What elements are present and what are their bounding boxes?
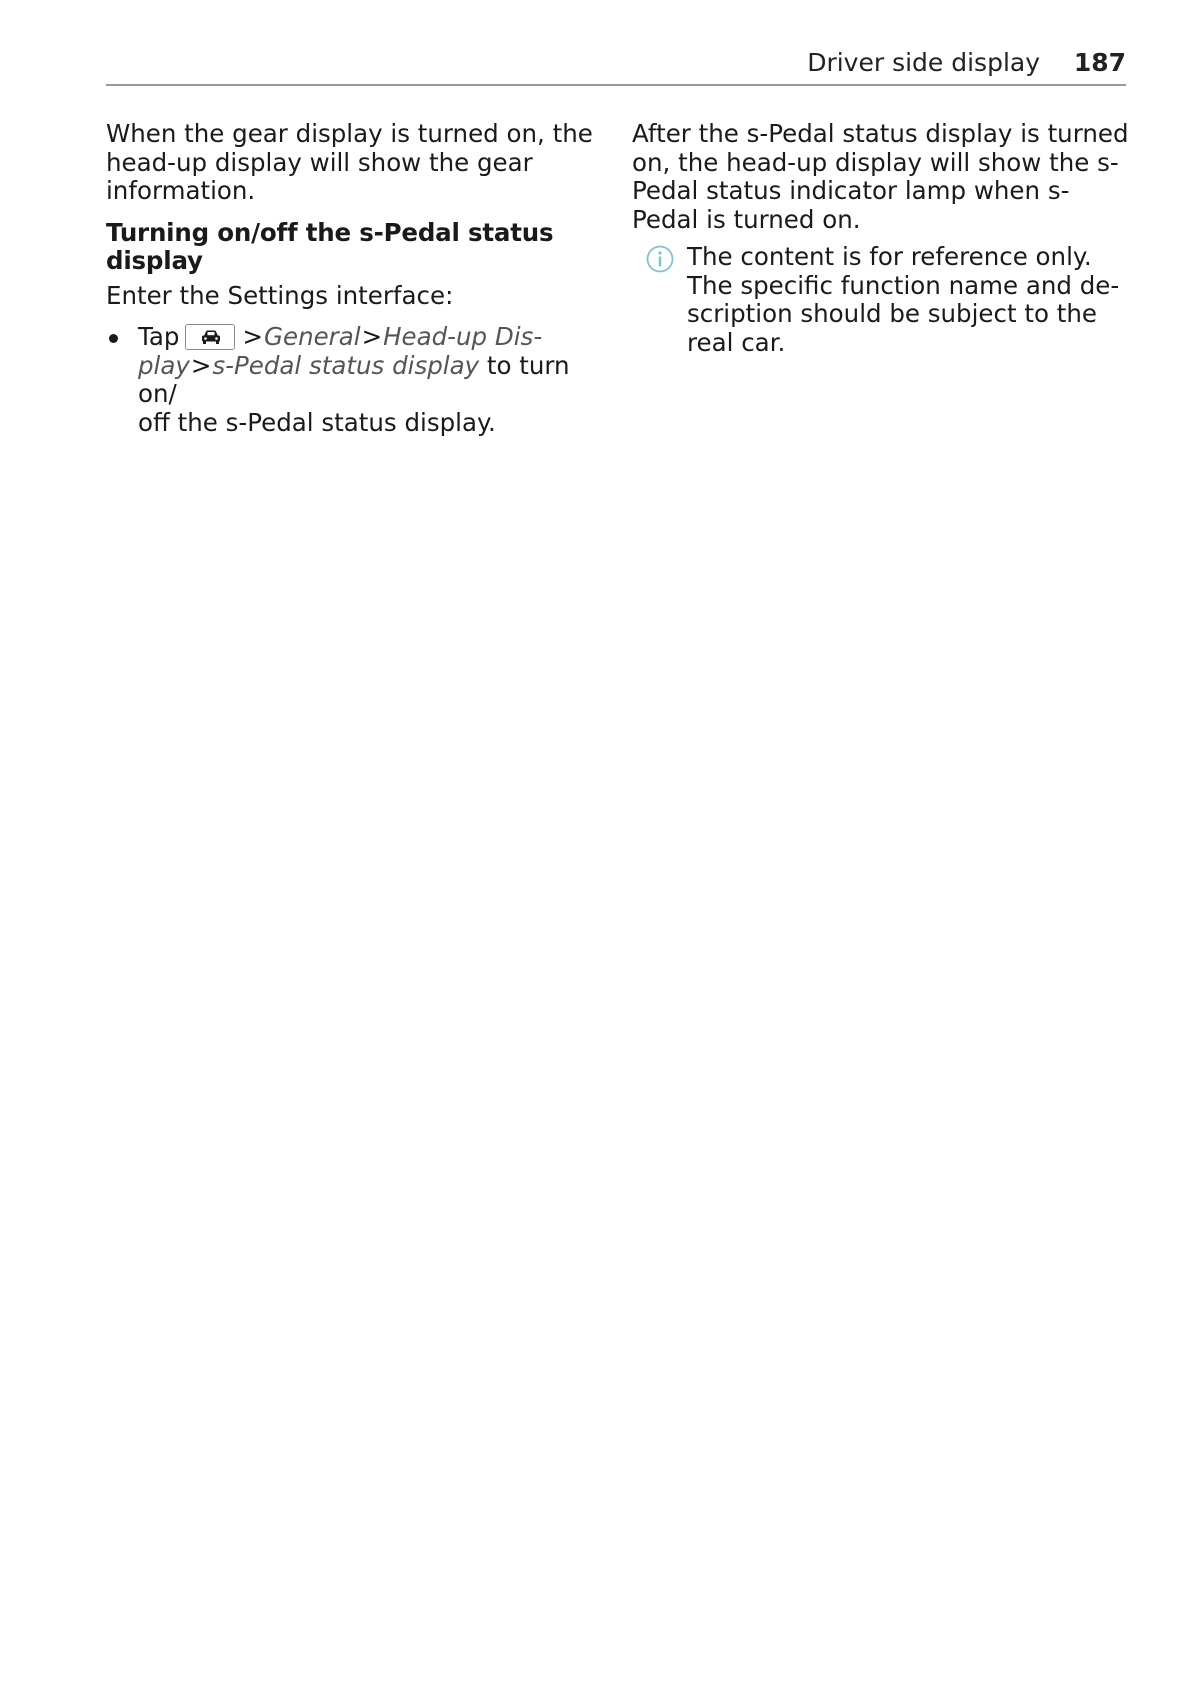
spedal-paragraph: After the s-Pedal status display is turned on, the head-up display will show the s-Pedal status indicator lamp when s-Pedal is turned on. xyxy=(632,119,1129,234)
page-header xyxy=(106,44,1126,86)
path-hud-line1: Head-up Dis- xyxy=(383,322,543,351)
gear-display-paragraph: When the gear display is turned on, the head-up display will show the gear information. xyxy=(106,119,593,205)
left-column xyxy=(106,120,606,437)
right-column xyxy=(632,120,1132,357)
tap-label: Tap xyxy=(138,322,180,351)
section-heading: Turning on/off the s-Pedal status display xyxy=(106,217,554,275)
section-title: Driver side display xyxy=(807,48,1040,77)
chevron-right-icon: > xyxy=(242,322,264,351)
path-hud-line2: play xyxy=(138,350,190,380)
reference-note xyxy=(632,243,1132,357)
bullet-dot xyxy=(109,334,118,343)
chevron-right-icon: > xyxy=(361,322,383,351)
page-number: 187 xyxy=(1073,48,1126,77)
path-general: General xyxy=(264,322,361,351)
instruction-bullet xyxy=(106,323,606,437)
settings-intro: Enter the Settings interface: xyxy=(106,280,454,310)
chevron-right-icon: > xyxy=(190,350,212,380)
note-text: The content is for reference only. The specific function name and de-scription should be subject to the real car. xyxy=(687,242,1120,357)
path-spedal: s-Pedal status display xyxy=(212,350,480,380)
suffix-line2: off the s-Pedal status display. xyxy=(138,407,496,437)
car-icon xyxy=(200,329,222,345)
suffix-line1: to turn on/ xyxy=(138,350,570,408)
info-icon xyxy=(646,245,674,273)
car-settings-button[interactable] xyxy=(185,324,235,350)
